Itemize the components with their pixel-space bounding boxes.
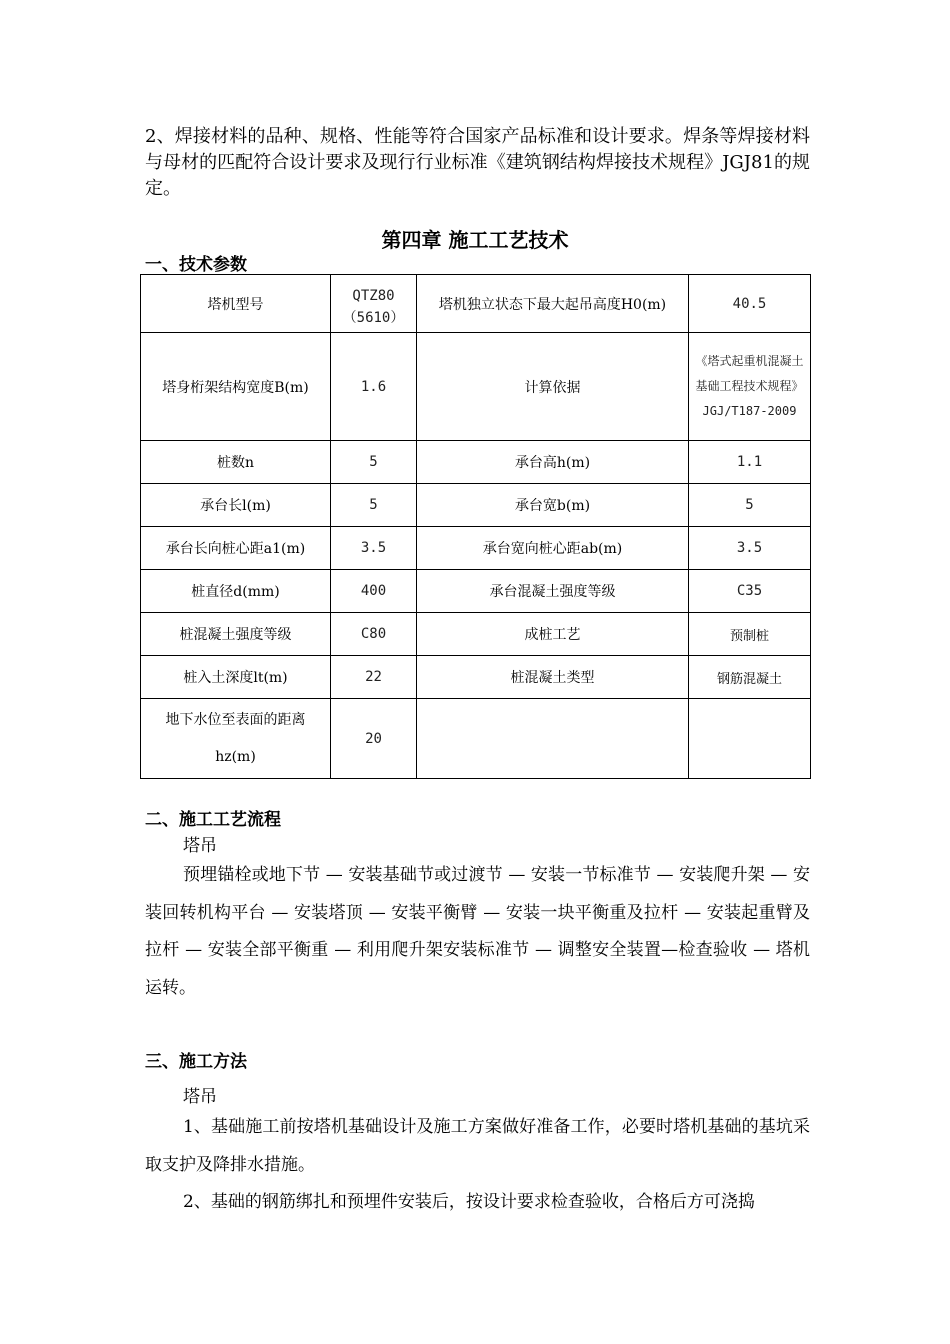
table-cell-value: 3.5 <box>331 527 417 570</box>
table-cell-label: 桩混凝土类型 <box>417 656 689 699</box>
table-cell-value: 22 <box>331 656 417 699</box>
section-1-title: 一、技术参数 <box>145 255 247 275</box>
table-row <box>141 484 811 527</box>
table-row <box>141 656 811 699</box>
table-cell-value: 40.5 <box>689 275 811 333</box>
section-2-title: 二、施工工艺流程 <box>145 810 281 830</box>
table-row <box>141 333 811 441</box>
table-cell-label: 塔身桁架结构宽度B(m) <box>141 333 331 441</box>
table-row <box>141 570 811 613</box>
section-2-subtitle: 塔吊 <box>183 836 217 856</box>
section-3-title: 三、施工方法 <box>145 1052 247 1072</box>
chapter-title: 第四章 施工工艺技术 <box>381 228 569 252</box>
table-cell-value: 1.6 <box>331 333 417 441</box>
table-row <box>141 613 811 656</box>
table-cell-label: 承台宽b(m) <box>417 484 689 527</box>
table-cell-value: C80 <box>331 613 417 656</box>
table-row <box>141 275 811 333</box>
process-flow-paragraph: 预埋锚栓或地下节 — 安装基础节或过渡节 — 安装一节标准节 — 安装爬升架 — 安装回转机构平台 — 安装塔顶 — 安装平衡臂 — 安装一块平衡重及拉杆 — 安装起重臂及拉杆 — 安装全部平衡重 — 利用爬升架安装标准节 — 调整安全装置—检查验收 — 塔机运转。 <box>145 865 810 998</box>
table-cell-value: 钢筋混凝土 <box>689 656 811 699</box>
table-cell-label: 桩入土深度lt(m) <box>141 656 331 699</box>
model-subcode: （5610） <box>342 309 405 326</box>
table-cell-value: 5 <box>331 484 417 527</box>
model-code: QTZ80 <box>352 287 395 304</box>
table-row <box>141 441 811 484</box>
groundwater-label: 地下水位至表面的距离 <box>165 711 306 728</box>
table-cell-label: 承台长l(m) <box>141 484 331 527</box>
table-cell-label: 计算依据 <box>417 333 689 441</box>
table-cell-label: 塔机独立状态下最大起吊高度H0(m) <box>417 275 689 333</box>
table-cell-value: C35 <box>689 570 811 613</box>
intro-paragraph: 2、焊接材料的品种、规格、性能等符合国家产品标准和设计要求。焊条等焊接材料与母材的匹配符合设计要求及现行行业标准《建筑钢结构焊接技术规程》JGJ81的规定。 <box>145 126 810 199</box>
table-cell-label: 桩数n <box>141 441 331 484</box>
table-cell-value <box>331 275 417 333</box>
table-cell-value: 1.1 <box>689 441 811 484</box>
table-cell-value: 5 <box>689 484 811 527</box>
table-cell-label <box>141 699 331 779</box>
table-cell-empty <box>417 699 689 779</box>
table-cell-label: 承台长向桩心距a1(m) <box>141 527 331 570</box>
table-row <box>141 699 811 779</box>
table-cell-label: 承台宽向桩心距ab(m) <box>417 527 689 570</box>
method-paragraph-2: 2、基础的钢筋绑扎和预埋件安装后，按设计要求检查验收，合格后方可浇捣 <box>183 1192 755 1212</box>
table-cell-value: 400 <box>331 570 417 613</box>
table-cell-label: 承台混凝土强度等级 <box>417 570 689 613</box>
table-cell-label: 桩混凝土强度等级 <box>141 613 331 656</box>
table-cell-empty <box>689 699 811 779</box>
table-cell-value: 5 <box>331 441 417 484</box>
table-row <box>141 527 811 570</box>
groundwater-unit: hz(m) <box>215 748 256 765</box>
spec-table <box>140 274 811 779</box>
method-paragraph-1: 1、基础施工前按塔机基础设计及施工方案做好准备工作，必要时塔机基础的基坑采取支护及降排水措施。 <box>145 1117 810 1175</box>
table-cell-value: 预制桩 <box>689 613 811 656</box>
table-cell-value: 《塔式起重机混凝土基础工程技术规程》JGJ/T187-2009 <box>689 333 811 441</box>
section-3-subtitle: 塔吊 <box>183 1087 217 1107</box>
table-cell-label: 塔机型号 <box>141 275 331 333</box>
table-cell-value: 20 <box>331 699 417 779</box>
table-cell-value: 3.5 <box>689 527 811 570</box>
table-cell-label: 承台高h(m) <box>417 441 689 484</box>
table-cell-label: 桩直径d(mm) <box>141 570 331 613</box>
table-cell-label: 成桩工艺 <box>417 613 689 656</box>
